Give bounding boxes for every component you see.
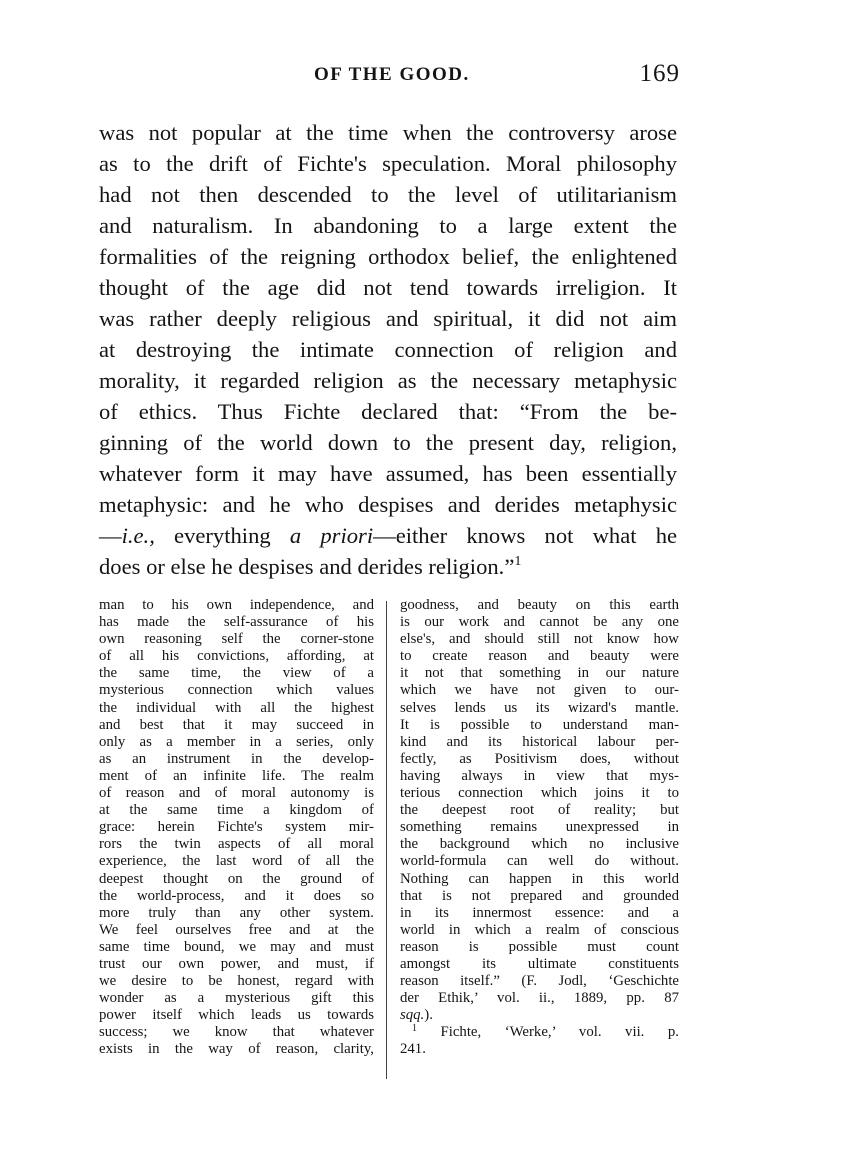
text-line: was rather deeply religious and spiritual, it did not aim <box>99 306 677 331</box>
footnote-reference: 1 <box>514 554 522 569</box>
footnote-line: exists in the way of reason, clarity, <box>99 1041 374 1058</box>
footnote-column-left <box>99 597 374 1059</box>
footnote-line: kind and its historical labour per- <box>400 733 679 750</box>
footnote-line: selves lends us its wizard's mantle. <box>400 699 679 716</box>
footnote-line: is our work and cannot be any one <box>400 614 679 631</box>
footnote-line: mysterious connection which values <box>99 682 374 699</box>
text-fragment: —either knows not what he <box>373 523 678 548</box>
footnote-line: goodness, and beauty on this earth <box>400 597 679 613</box>
footnote-line: as an instrument in the develop- <box>99 750 374 767</box>
text-line: formalities of the reigning orthodox belief, the enlightened <box>99 244 677 269</box>
text-line: thought of the age did not tend towards irreligion. It <box>99 275 677 300</box>
footnote-line: Nothing can happen in this world <box>400 870 679 887</box>
footnote-line: in its innermost essence: and a <box>400 904 679 921</box>
text-line: was not popular at the time when the controversy arose <box>99 120 677 145</box>
text-line: of ethics. Thus Fichte declared that: “From the be- <box>99 399 677 424</box>
footnote-line: the same time, the view of a <box>99 665 374 682</box>
footnote-line: we desire to be honest, regard with <box>99 973 374 990</box>
footnote-line: reason itself.” (F. Jodl, ‘Geschichte <box>400 973 679 990</box>
text-line: and naturalism. In abandoning to a large extent the <box>99 213 677 238</box>
footnote-line: it not that something in our nature <box>400 665 679 682</box>
footnote-line: wonder as a mysterious gift this <box>99 990 374 1007</box>
footnote-line: the background which no inclusive <box>400 836 679 853</box>
footnote-column-right <box>400 597 679 1059</box>
footnotes <box>99 597 679 1087</box>
footnote-line: same time bound, we may and must <box>99 938 374 955</box>
text-fragment: does or else he despises and derides religion.” <box>99 554 515 579</box>
footnote-line: to create reason and beauty were <box>400 648 679 665</box>
footnote-line: deepest thought on the ground of <box>99 870 374 887</box>
main-text <box>99 117 677 582</box>
column-divider <box>386 601 387 1079</box>
text-line: ginning of the world down to the present day, religion, <box>99 430 677 455</box>
footnote-line: the individual with all the highest <box>99 699 374 716</box>
footnote-line: more truly than any other system. <box>99 904 374 921</box>
footnote-line: man to his own independence, and <box>99 597 374 613</box>
italic-sqq: sqq. <box>400 1007 425 1024</box>
footnote-line: which we have not given to our- <box>400 682 679 699</box>
text-fragment: everything <box>154 523 290 548</box>
footnote-line: else's, and should still not know how <box>400 631 679 648</box>
italic-a-priori: a priori <box>289 523 374 548</box>
text-line: whatever form it may have assumed, has been essentially <box>99 461 677 486</box>
page-number: 169 <box>639 60 680 87</box>
footnote-line: power itself which leads us towards <box>99 1007 374 1024</box>
footnote-line: fectly, as Positivism does, without <box>400 750 679 767</box>
footnote-lines <box>400 597 679 1007</box>
footnote-line: something remains unexpressed in <box>400 819 679 836</box>
footnote-line: success; we know that whatever <box>99 1024 374 1041</box>
footnote-line: has made the self-assurance of his <box>99 614 374 631</box>
text-line: at destroying the intimate connection of religion and <box>99 337 677 362</box>
footnote-line: trust our own power, and must, if <box>99 955 374 972</box>
footnote-line: rors the twin aspects of all moral <box>99 836 374 853</box>
footnote-text: Fichte, ‘Werke,’ vol. vii. p. <box>417 1024 679 1041</box>
footnote-line: only as a member in a series, only <box>99 733 374 750</box>
em-dash: — <box>99 523 122 548</box>
page-header <box>100 60 680 100</box>
footnote-line: world-formula can well do without. <box>400 853 679 870</box>
footnote-line: grace: herein Fichte's system mir- <box>99 819 374 836</box>
footnote-line: own reasoning self the corner-stone <box>99 631 374 648</box>
footnote-line: world in which a realm of conscious <box>400 921 679 938</box>
footnote-line: 241. <box>400 1041 426 1058</box>
footnote-line: the deepest root of reality; but <box>400 802 679 819</box>
footnote-line-sqq <box>400 1007 679 1024</box>
footnote-line: that is not prepared and grounded <box>400 887 679 904</box>
running-head: OF THE GOOD. <box>314 64 470 85</box>
text-line: had not then descended to the level of utilitarianism <box>99 182 677 207</box>
footnote-line: experience, the last word of all the <box>99 853 374 870</box>
text-line: as to the drift of Fichte's speculation. Moral philosophy <box>99 151 677 176</box>
footnote-line: amongst its ultimate constituents <box>400 955 679 972</box>
footnote-line: the world-process, and it does so <box>99 887 374 904</box>
text-line: morality, it regarded religion as the necessary metaphysic <box>99 368 677 393</box>
footnote-1 <box>400 1024 679 1041</box>
footnote-line: and best that it may succeed in <box>99 716 374 733</box>
text-line: metaphysic: and he who despises and derides metaphysic <box>99 492 677 517</box>
footnote-number: 1 <box>412 1023 417 1035</box>
footnote-line: ment of an infinite life. The realm <box>99 767 374 784</box>
footnote-line: reason is possible must count <box>400 938 679 955</box>
footnote-line: It is possible to understand man- <box>400 716 679 733</box>
footnote-line: der Ethik,’ vol. ii., 1889, pp. 87 <box>400 990 679 1007</box>
footnote-line: having always in view that mys- <box>400 767 679 784</box>
footnote-line: of all his convictions, affording, at <box>99 648 374 665</box>
text-line-last <box>99 551 677 582</box>
footnote-line: at the same time a kingdom of <box>99 802 374 819</box>
footnote-line: We feel ourselves free and at the <box>99 921 374 938</box>
footnote-line: terious connection which joins it to <box>400 785 679 802</box>
text-fragment: ). <box>424 1007 433 1024</box>
text-line-with-italics <box>99 520 677 551</box>
footnote-line: of reason and of moral autonomy is <box>99 785 374 802</box>
italic-ie: i.e., <box>121 523 155 548</box>
